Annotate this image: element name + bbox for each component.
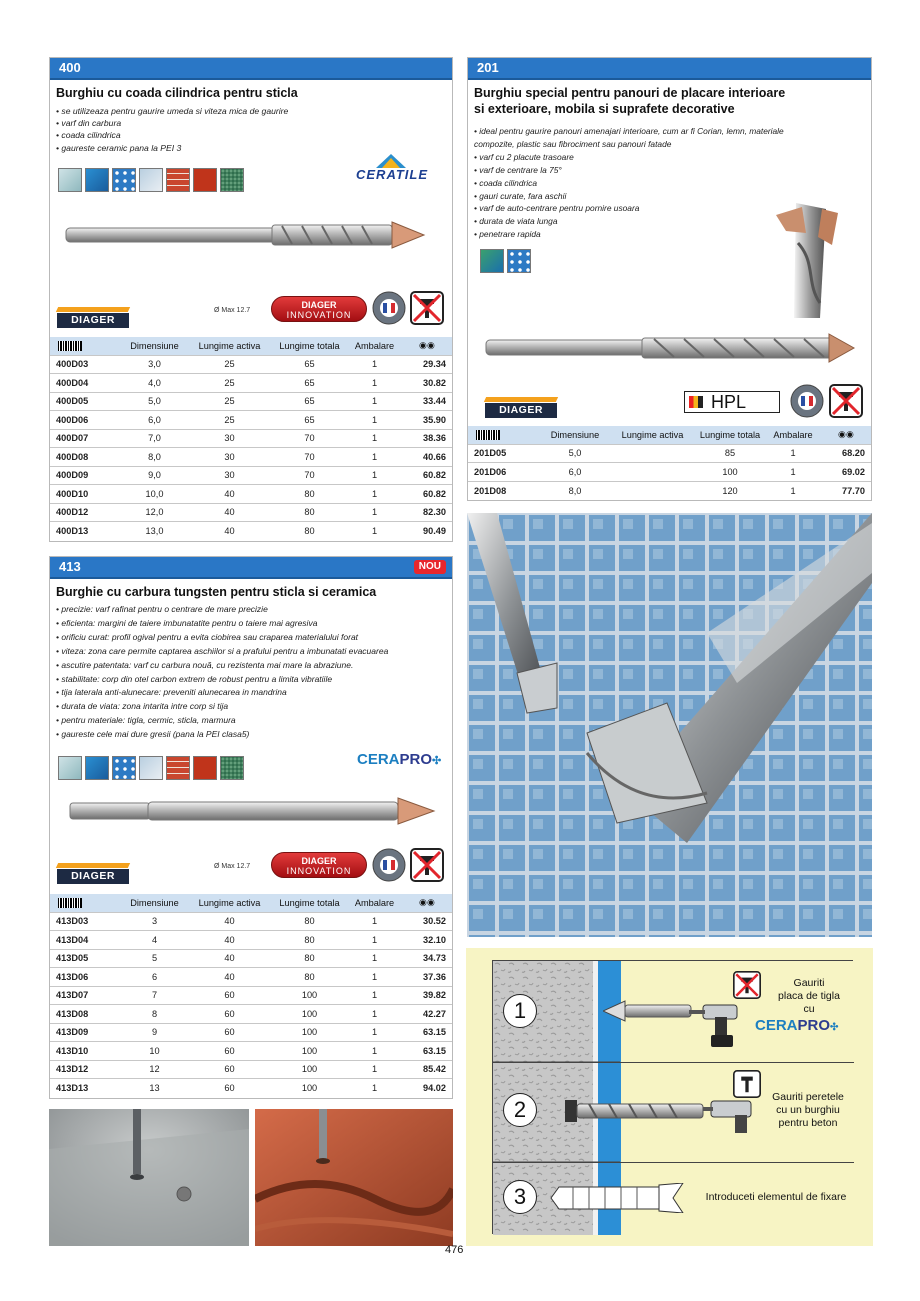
no-hammer-icon [410,848,444,882]
cerapro-logo: CERAPRO✣ [755,1017,839,1034]
brick-icon [166,168,190,192]
table-header [50,337,452,355]
spec-table [50,894,452,1097]
table-row: 400D03 3,0 25 65 1 29.34 [50,355,452,374]
diager-logo: DIAGER [485,397,557,419]
table-row: 201D06 6,0 100 1 69.02 [468,463,871,482]
diager-logo: DIAGER [57,307,129,329]
feature-item: • ascutire patentata: varf cu carbura nouă, cu rezistenta mai mare la abraziune. [56,659,354,670]
product-panel-413 [49,556,453,1099]
page-number: 476 [445,1244,464,1256]
marble-icon [139,168,163,192]
product-title: Burghiu cu coada cilindrica pentru sticla [56,86,298,100]
col-dimensiune: Dimensiune [122,337,187,355]
tile-dotted-icon [507,249,531,273]
feature-list [56,105,288,154]
granite-icon [220,756,244,780]
barcode-icon [476,430,500,440]
barcode-icon [58,341,82,351]
feature-item: • stabilitate: corp din otel carbon extrem de robust pentru a limita vibratiile [56,673,333,684]
col-ambalare: Ambalare [347,337,402,355]
hammer-drill-icon [703,1095,761,1135]
col-lungime-totala: Lungime totala [272,337,347,355]
coins-icon: ◉◉ [402,337,452,355]
table-header [468,426,871,444]
feature-item: • coada cilindrica [474,177,537,188]
spec-table [50,337,452,540]
tile-blue-icon [85,168,109,192]
hpl-icon [689,396,703,408]
col-ambalare: Ambalare [765,426,821,444]
table-row: 413D09 9 60 100 1 63.15 [50,1023,452,1042]
product-code-header: 413 NOU [50,557,452,577]
steps-frame [492,960,853,1234]
table-row: 201D05 5,0 85 1 68.20 [468,444,871,463]
step-2-text: Gauriti peretele cu un burghiu pentru beton [772,1091,844,1129]
table-row: 413D08 8 60 100 1 42.27 [50,1005,452,1024]
drill-bit-image [68,793,448,829]
feature-item: • varf cu 2 placute trasoare [474,151,574,162]
feature-item: • viteza: zona care permite captarea aschiilor si a prafului pentru a imbunatati evacuarea [56,645,389,656]
col-ambalare: Ambalare [347,894,402,912]
cerapro-logo: CERAPRO✣ [357,751,442,768]
coins-icon: ◉◉ [821,426,871,444]
marble-icon [139,756,163,780]
no-hammer-icon [410,291,444,325]
feature-item: • durata de viata: zona intarita intre corp si tija [56,701,229,712]
col-dimensiune: Dimensiune [122,894,187,912]
table-row: 413D12 12 60 100 1 85.42 [50,1060,452,1079]
col-dimensiune: Dimensiune [540,426,610,444]
installation-steps-diagram [466,948,873,1246]
feature-item: • penetrare rapida [474,229,541,240]
glass-icon [58,168,82,192]
feature-item: • tija laterala anti-alunecare: preveniti alunecarea in mandrina [56,687,287,698]
cordless-drill-icon [689,999,741,1049]
tile-blue-icon [480,249,504,273]
sparkle-icon: ✣ [830,1022,839,1033]
tile-dotted-icon [112,756,136,780]
step-number: 2 [503,1093,537,1127]
product-code-header: 400 [50,58,452,78]
tile-blue-icon [85,756,109,780]
red-tile-icon [193,756,217,780]
col-lungime-activa: Lungime activa [187,337,272,355]
product-code-header: 201 [468,58,871,78]
feature-item: • gaureste cele mai dure gresii (pana la PEI clasa5) [56,729,250,740]
drill-bit-image [484,330,856,366]
drill-bit-image [62,216,442,256]
spec-table [468,426,871,500]
feature-item: • varf din carbura [56,118,122,129]
feature-item: • eficienta: margini de taiere imbunatatite pentru o taiere mai agresiva [56,617,318,628]
granite-icon [220,168,244,192]
diager-logo: DIAGER [57,863,129,885]
diager-innovation-badge: DIAGER INNOVATION [271,852,367,878]
table-header [50,894,452,912]
ceratile-logo [356,154,442,184]
material-swatches [480,249,531,273]
feature-item: • ideal pentru gaurire panouri amenajari interioare, cum ar fi Corian, lemn, materiale [474,126,784,136]
feature-item: • varf de centrare la 75° [474,164,562,175]
no-hammer-icon [733,971,761,999]
table-row: 413D13 13 60 100 1 94.02 [50,1079,452,1098]
step-number: 1 [503,994,537,1028]
tile-dotted-icon [112,168,136,192]
feature-item: • pentru materiale: tigla, cermic, sticla, marmura [56,715,236,726]
made-in-france-icon [372,291,406,325]
table-row: 413D03 3 40 80 1 30.52 [50,912,452,931]
table-row: 413D07 7 60 100 1 39.82 [50,986,452,1005]
step-1-text: Gauriti placa de tigla cu [778,977,840,1015]
material-swatches [58,168,244,192]
max-diameter-label: Ø Max 12.7 [214,863,251,870]
product-title: Burghie cu carbura tungsten pentru sticla si ceramica [56,585,377,599]
table-row: 400D10 10,0 40 80 1 60.82 [50,485,452,504]
feature-item: • durata de viata lunga [474,216,558,227]
drilling-tile-photo [255,1109,453,1246]
step-3-text: Introduceti elementul de fixare [705,1191,847,1203]
brand-name: CERATILE [356,167,429,182]
step-number: 3 [503,1180,537,1214]
wall-plug-anchor-icon [549,1183,689,1213]
made-in-france-icon [372,848,406,882]
glass-drill-bit-icon [603,999,693,1023]
feature-item: • orificiu curat: profil ogival pentru a evita ciobirea sau craparea materialului forat [56,631,359,642]
new-badge: NOU [414,560,446,574]
product-title-line2: si exterioare, mobila si suprafete decorative [474,102,735,116]
feature-item: • varf de auto-centrare pentru pornire usoara [474,203,640,214]
feature-list [56,603,388,742]
table-row: 400D07 7,0 30 70 1 38.36 [50,429,452,448]
feature-item: • coada cilindrica [56,130,121,141]
table-row: 400D12 12,0 40 80 1 82.30 [50,503,452,522]
coins-icon: ◉◉ [402,894,452,912]
red-tile-icon [193,168,217,192]
col-lungime-activa: Lungime activa [610,426,695,444]
table-row: 201D08 8,0 120 1 77.70 [468,481,871,500]
table-row: 413D04 4 40 80 1 32.10 [50,931,452,950]
table-row: 400D13 13,0 40 80 1 90.49 [50,522,452,541]
product-panel-400 [49,57,453,542]
col-lungime-totala: Lungime totala [272,894,347,912]
hpl-badge: HPL [684,391,780,413]
table-row: 400D05 5,0 25 65 1 33.44 [50,392,452,411]
diager-innovation-badge: DIAGER INNOVATION [271,296,367,322]
material-swatches [58,756,244,780]
feature-item: • se utilizeaza pentru gaurire umeda si viteza mica de gaurire [56,106,289,116]
table-row: 400D04 4,0 25 65 1 30.82 [50,374,452,393]
feature-item: • gaureste ceramic pana la PEI 3 [56,142,182,153]
table-row: 413D10 10 60 100 1 63.15 [50,1042,452,1061]
col-lungime-totala: Lungime totala [695,426,765,444]
hammer-icon [733,1070,761,1098]
drilling-stone-photo [49,1109,249,1246]
feature-list [474,125,784,241]
barcode-icon [58,898,82,908]
feature-item: • gauri curate, fara aschii [474,190,567,201]
feature-item: compozite, plastic sau fibrociment sau panouri fatade [474,138,672,149]
table-row: 400D08 8,0 30 70 1 40.66 [50,448,452,467]
drill-tip-closeup-image [776,203,842,318]
table-row: 400D06 6,0 25 65 1 35.90 [50,411,452,430]
no-hammer-icon [829,384,863,418]
glass-icon [58,756,82,780]
product-title-line1: Burghiu special pentru panouri de placare interioare [474,86,786,100]
table-row: 400D09 9,0 30 70 1 60.82 [50,466,452,485]
max-diameter-label: Ø Max 12.7 [214,307,251,314]
feature-item: • precizie: varf rafinat pentru o centrare de mare precizie [56,604,268,614]
col-lungime-activa: Lungime activa [187,894,272,912]
drills-on-tiles-photo [467,513,872,937]
product-panel-201 [467,57,872,501]
masonry-drill-bit-icon [565,1098,705,1124]
sparkle-icon: ✣ [432,755,442,767]
table-row: 413D06 6 40 80 1 37.36 [50,968,452,987]
brick-icon [166,756,190,780]
table-row: 413D05 5 40 80 1 34.73 [50,949,452,968]
made-in-france-icon [790,384,824,418]
